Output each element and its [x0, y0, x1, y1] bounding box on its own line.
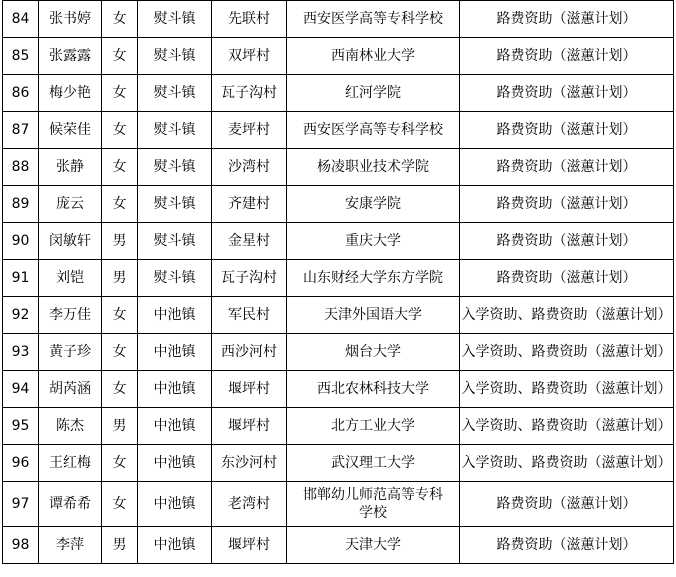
row-number: 98	[3, 527, 39, 564]
student-name: 胡芮涵	[39, 371, 102, 408]
village: 东沙河村	[212, 445, 287, 482]
table-body	[3, 1, 674, 564]
table-row	[3, 149, 674, 186]
student-name: 候荣佳	[39, 112, 102, 149]
town: 中池镇	[138, 408, 212, 445]
village: 西沙河村	[212, 334, 287, 371]
school: 烟台大学	[287, 334, 460, 371]
gender: 男	[102, 223, 138, 260]
town: 熨斗镇	[138, 1, 212, 38]
gender: 女	[102, 75, 138, 112]
school: 安康学院	[287, 186, 460, 223]
row-number: 96	[3, 445, 39, 482]
aid-type: 路费资助（滋蕙计划）	[460, 482, 674, 527]
gender: 女	[102, 1, 138, 38]
student-name: 刘铠	[39, 260, 102, 297]
gender: 女	[102, 445, 138, 482]
row-number: 93	[3, 334, 39, 371]
town: 熨斗镇	[138, 75, 212, 112]
village: 先联村	[212, 1, 287, 38]
school: 天津外国语大学	[287, 297, 460, 334]
school: 西北农林科技大学	[287, 371, 460, 408]
school: 西安医学高等专科学校	[287, 112, 460, 149]
student-name: 陈杰	[39, 408, 102, 445]
school: 北方工业大学	[287, 408, 460, 445]
aid-type: 路费资助（滋蕙计划）	[460, 75, 674, 112]
gender: 女	[102, 112, 138, 149]
row-number: 90	[3, 223, 39, 260]
town: 熨斗镇	[138, 186, 212, 223]
town: 中池镇	[138, 334, 212, 371]
table-row	[3, 408, 674, 445]
town: 中池镇	[138, 527, 212, 564]
gender: 男	[102, 260, 138, 297]
row-number: 85	[3, 38, 39, 75]
aid-type: 路费资助（滋蕙计划）	[460, 38, 674, 75]
table-row	[3, 223, 674, 260]
student-aid-table	[2, 0, 674, 564]
table-row	[3, 112, 674, 149]
aid-type: 路费资助（滋蕙计划）	[460, 186, 674, 223]
row-number: 88	[3, 149, 39, 186]
town: 中池镇	[138, 297, 212, 334]
school: 山东财经大学东方学院	[287, 260, 460, 297]
student-name: 王红梅	[39, 445, 102, 482]
town: 中池镇	[138, 371, 212, 408]
student-name: 张静	[39, 149, 102, 186]
gender: 女	[102, 38, 138, 75]
table-row	[3, 1, 674, 38]
gender: 男	[102, 408, 138, 445]
town: 中池镇	[138, 482, 212, 527]
village: 瓦子沟村	[212, 75, 287, 112]
table-row	[3, 371, 674, 408]
town: 熨斗镇	[138, 149, 212, 186]
town: 中池镇	[138, 445, 212, 482]
table-row	[3, 482, 674, 527]
school: 邯郸幼儿师范高等专科学校	[287, 482, 460, 527]
aid-type: 入学资助、路费资助（滋蕙计划）	[460, 445, 674, 482]
village: 军民村	[212, 297, 287, 334]
aid-type: 路费资助（滋蕙计划）	[460, 1, 674, 38]
table-row	[3, 297, 674, 334]
aid-type: 路费资助（滋蕙计划）	[460, 223, 674, 260]
aid-type: 入学资助、路费资助（滋蕙计划）	[460, 408, 674, 445]
town: 熨斗镇	[138, 260, 212, 297]
aid-type: 入学资助、路费资助（滋蕙计划）	[460, 371, 674, 408]
aid-type: 路费资助（滋蕙计划）	[460, 260, 674, 297]
table-row	[3, 527, 674, 564]
school: 武汉理工大学	[287, 445, 460, 482]
row-number: 89	[3, 186, 39, 223]
row-number: 91	[3, 260, 39, 297]
aid-type: 路费资助（滋蕙计划）	[460, 527, 674, 564]
table-row	[3, 75, 674, 112]
gender: 女	[102, 186, 138, 223]
village: 堰坪村	[212, 408, 287, 445]
gender: 女	[102, 482, 138, 527]
school: 天津大学	[287, 527, 460, 564]
town: 熨斗镇	[138, 38, 212, 75]
village: 瓦子沟村	[212, 260, 287, 297]
aid-type: 路费资助（滋蕙计划）	[460, 112, 674, 149]
table-row	[3, 38, 674, 75]
gender: 女	[102, 149, 138, 186]
student-name: 黄子珍	[39, 334, 102, 371]
aid-type: 入学资助、路费资助（滋蕙计划）	[460, 334, 674, 371]
school: 重庆大学	[287, 223, 460, 260]
row-number: 86	[3, 75, 39, 112]
row-number: 84	[3, 1, 39, 38]
village: 老湾村	[212, 482, 287, 527]
student-name: 张露露	[39, 38, 102, 75]
table-row	[3, 186, 674, 223]
village: 堰坪村	[212, 371, 287, 408]
table-row	[3, 334, 674, 371]
student-name: 闵敏轩	[39, 223, 102, 260]
school: 红河学院	[287, 75, 460, 112]
row-number: 95	[3, 408, 39, 445]
gender: 女	[102, 371, 138, 408]
village: 双坪村	[212, 38, 287, 75]
village: 麦坪村	[212, 112, 287, 149]
row-number: 97	[3, 482, 39, 527]
student-name: 庞云	[39, 186, 102, 223]
gender: 女	[102, 334, 138, 371]
gender: 男	[102, 527, 138, 564]
table-row	[3, 445, 674, 482]
row-number: 87	[3, 112, 39, 149]
student-name: 梅少艳	[39, 75, 102, 112]
table-row	[3, 260, 674, 297]
town: 熨斗镇	[138, 112, 212, 149]
village: 齐建村	[212, 186, 287, 223]
village: 金星村	[212, 223, 287, 260]
village: 堰坪村	[212, 527, 287, 564]
gender: 女	[102, 297, 138, 334]
student-name: 张书婷	[39, 1, 102, 38]
aid-type: 入学资助、路费资助（滋蕙计划）	[460, 297, 674, 334]
school: 西安医学高等专科学校	[287, 1, 460, 38]
aid-type: 路费资助（滋蕙计划）	[460, 149, 674, 186]
student-name: 谭希希	[39, 482, 102, 527]
town: 熨斗镇	[138, 223, 212, 260]
school: 杨凌职业技术学院	[287, 149, 460, 186]
village: 沙湾村	[212, 149, 287, 186]
student-name: 李萍	[39, 527, 102, 564]
row-number: 92	[3, 297, 39, 334]
school: 西南林业大学	[287, 38, 460, 75]
row-number: 94	[3, 371, 39, 408]
student-name: 李万佳	[39, 297, 102, 334]
